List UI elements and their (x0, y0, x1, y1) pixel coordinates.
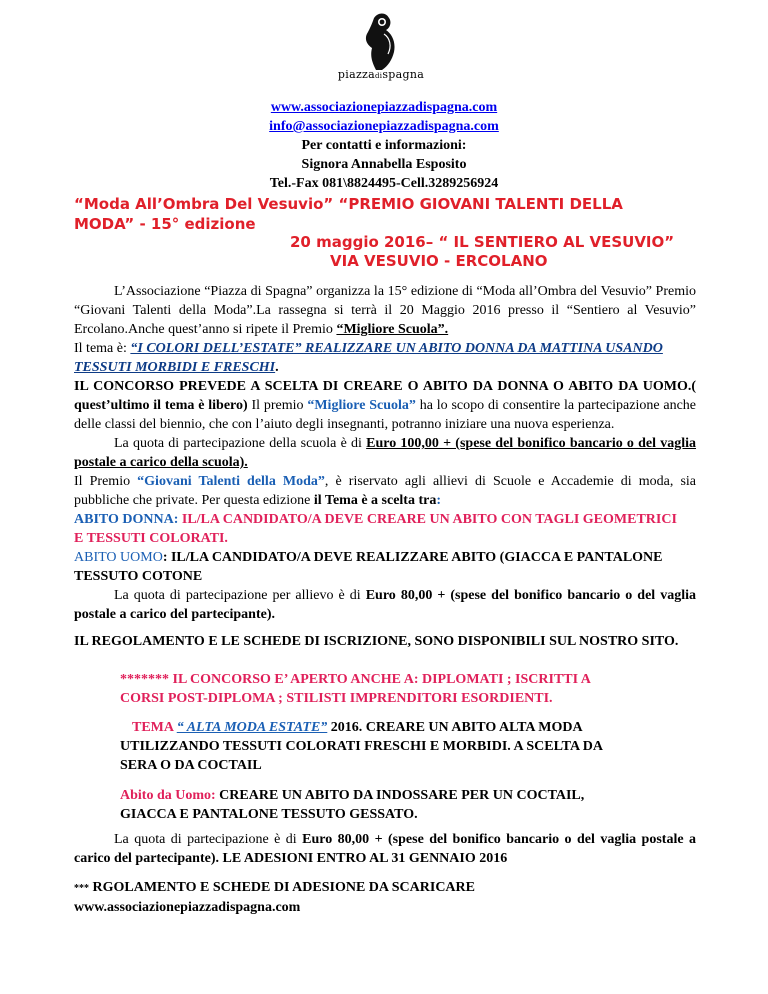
logo-text-main: piazza (337, 68, 375, 81)
alta-moda-tema-name: “ ALTA MODA ESTATE” (176, 720, 328, 735)
premio-colon: : (436, 493, 442, 508)
quota-scuola (74, 434, 696, 472)
intro-paragraph (74, 282, 696, 434)
quota-finale-amount: Euro 80,00 + (spese del bonifico bancario o del vaglia postale a carico del partecipante). LE ADESIONI ENTRO AL 31 GENNAIO 2016 (74, 832, 696, 866)
abito-da-uomo-line1: CREARE UN ABITO DA INDOSSARE PER UN COCTAIL, (215, 788, 585, 803)
event-title-line2: MODA” - 15° edizione (74, 215, 256, 233)
tema-text: “I COLORI DELL’ESTATE” REALIZZARE UN ABITO DONNA DA MATTINA USANDO TESSUTI MORBIDI E FRESCHI (74, 341, 663, 375)
event-title-line1: “Moda All’Ombra Del Vesuvio” “PREMIO GIOVANI TALENTI DELLA (74, 195, 623, 213)
quota-finale (74, 830, 696, 868)
quota-allievo (74, 586, 696, 624)
logo (326, 12, 436, 88)
abito-donna-text: IL/LA CANDIDATO/A DEVE CREARE UN ABITO CON TAGLI GEOMETRICI E TESSUTI COLORATI. (74, 512, 677, 546)
abito-da-uomo-section (120, 786, 584, 824)
footer-stars: *** (74, 883, 89, 894)
quota-allievo-amount: Euro 80,00 + (spese del bonifico bancario o del vaglia postale a carico del partecipante). (74, 588, 696, 622)
abito-donna-label: ABITO DONNA: (74, 512, 179, 527)
alta-moda-section (120, 718, 603, 775)
premio-text2: , è riservato agli allievi di Scuole e Accademie di moda, sia pubbliche che private. Per questa edizione (74, 474, 696, 508)
tema-end: . (275, 360, 279, 375)
logo-figure-icon (326, 12, 436, 72)
premio-giovani (74, 472, 696, 510)
quota-finale-text: La quota di partecipazione è di (114, 832, 303, 847)
premio-name: “Giovani Talenti della Moda” (137, 474, 325, 489)
concorso-rest2: ha lo scopo di consentire la partecipazione anche delle classi del biennio, che con l’aiuto degli insegnanti, potranno iniziare una nuova esperienza. (74, 398, 697, 432)
aperto-note (120, 670, 591, 708)
abito-da-uomo-label: Abito da Uomo: (120, 788, 216, 803)
event-title (74, 194, 714, 234)
premio-bold: il Tema è a scelta tra (313, 493, 437, 508)
website-link[interactable]: www.associazionepiazzadispagna.com (270, 100, 498, 115)
tema-label: Il tema è: (74, 341, 131, 356)
alta-moda-line1: 2016. CREARE UN ABITO ALTA MODA (327, 720, 583, 735)
abito-da-uomo-line2: GIACCA E PANTALONE TESSUTO GESSATO. (120, 807, 418, 822)
quota-scuola-text: La quota di partecipazione della scuola è di (114, 436, 367, 451)
abito-donna (74, 510, 684, 548)
concorso-text: IL CONCORSO PREVEDE A SCELTA DI CREARE O ABITO DA DONNA O ABITO DA UOMO.( quest’ultimo il tema è libero) (74, 379, 696, 413)
regolamento-note: IL REGOLAMENTO E LE SCHEDE DI ISCRIZIONE, SONO DISPONIBILI SUL NOSTRO SITO. (74, 634, 679, 649)
aperto-line1: ******* IL CONCORSO E’ APERTO ANCHE A: DIPLOMATI ; ISCRITTI A (120, 672, 591, 687)
contact-person: Signora Annabella Esposito (301, 157, 467, 172)
email-link[interactable]: info@associazionepiazzadispagna.com (269, 119, 499, 134)
event-date: 20 maggio 2016– “ IL SENTIERO AL VESUVIO” (290, 233, 675, 251)
intro-text: L’Associazione “Piazza di Spagna” organizza la 15° edizione di “Moda all’Ombra del Vesuvio” Premio “Giovani Talenti della Moda”.La rassegna si terrà il 20 Maggio 2016 presso il “Sentiero al Vesuvio” Ercolano.Anche quest’anno si ripete il Premio (74, 284, 696, 337)
migliore-scuola-label: “Migliore Scuola” (307, 398, 416, 413)
footer-line1: RGOLAMENTO E SCHEDE DI ADESIONE DA SCARICARE (89, 880, 475, 895)
quota-scuola-amount: Euro 100,00 + (spese del bonifico bancario o del vaglia postale a carico della scuola). (74, 436, 697, 470)
abito-uomo-label: ABITO UOMO (74, 550, 163, 565)
quota-allievo-text: La quota di partecipazione per allievo è di (114, 588, 366, 603)
footer-website: www.associazionepiazzadispagna.com (74, 900, 301, 915)
aperto-line2: CORSI POST-DIPLOMA ; STILISTI IMPRENDITORI ESORDIENTI. (120, 691, 553, 706)
alta-moda-line3: SERA O DA COCTAIL (120, 758, 262, 773)
alta-moda-line2: UTILIZZANDO TESSUTI COLORATI FRESCHI E MORBIDI. A SCELTA DA (120, 739, 604, 754)
abito-uomo (74, 548, 684, 586)
concorso-rest1: Il premio (247, 398, 308, 413)
migliore-scuola-highlight: “Migliore Scuola”. (336, 322, 449, 337)
contact-block (0, 98, 768, 193)
alta-moda-tema-label: TEMA (132, 720, 177, 735)
abito-uomo-text: : IL/LA CANDIDATO/A DEVE REALIZZARE ABITO (GIACCA E PANTALONE TESSUTO COTONE (74, 550, 663, 584)
logo-text-small: di (375, 72, 383, 80)
event-location: VIA VESUVIO - ERCOLANO (330, 252, 548, 270)
footer-note (74, 878, 475, 917)
premio-text1: Il Premio (74, 474, 138, 489)
contact-info-label: Per contatti e informazioni: (301, 138, 467, 153)
logo-text-end: spagna (382, 68, 425, 81)
contact-phone: Tel.-Fax 081\8824495-Cell.3289256924 (269, 176, 499, 191)
